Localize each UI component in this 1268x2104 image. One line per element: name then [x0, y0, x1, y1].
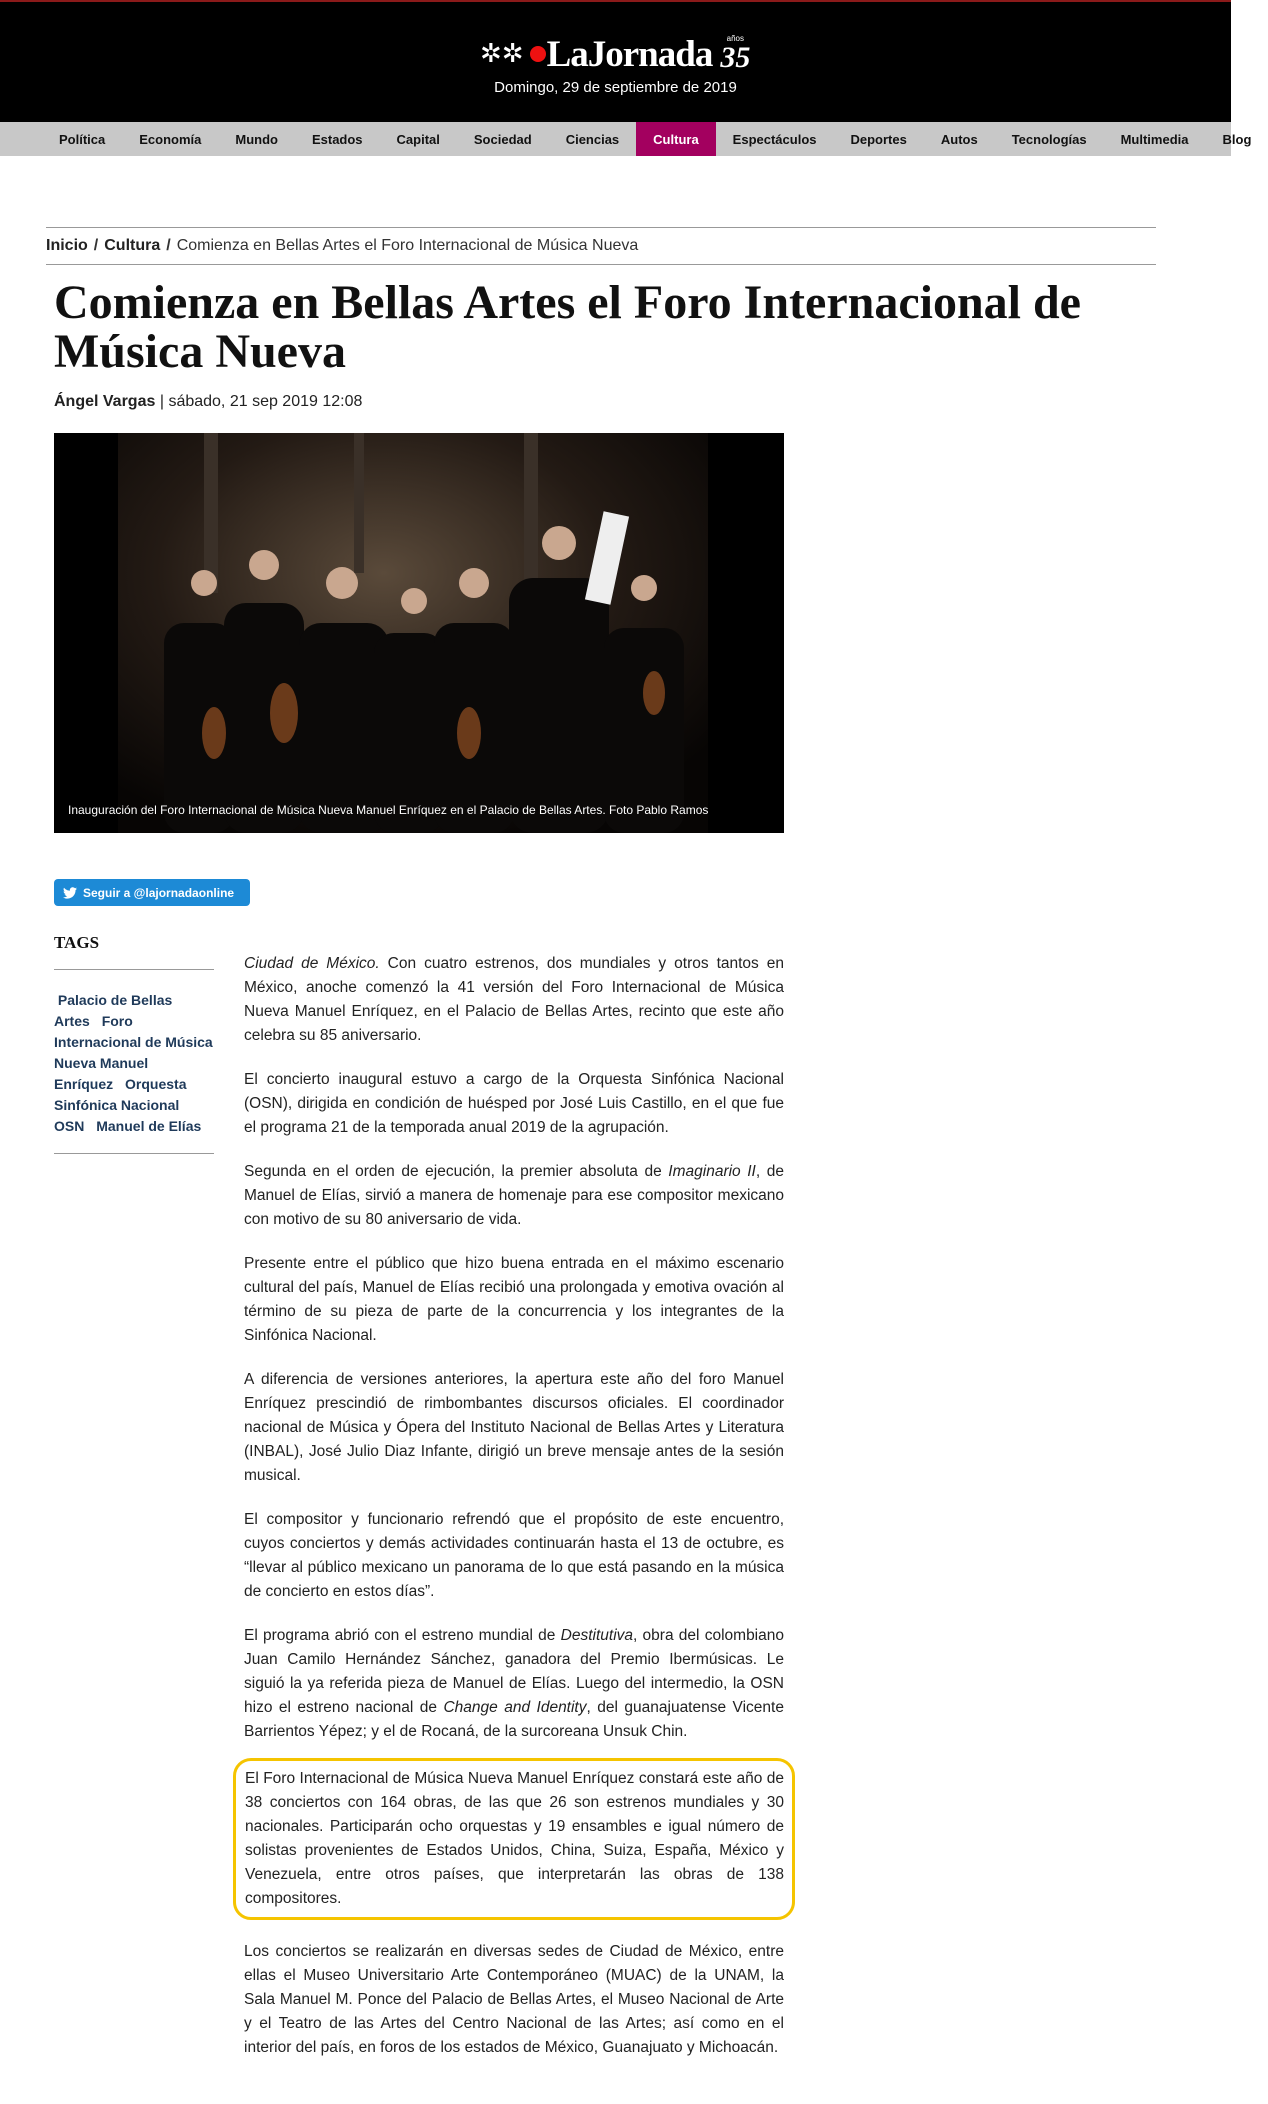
- tag-link[interactable]: Palacio de Bellas Artes: [54, 992, 173, 1029]
- nav-item-mundo[interactable]: Mundo: [235, 131, 278, 147]
- breadcrumb-home[interactable]: Inicio: [46, 237, 88, 254]
- main-nav: [0, 122, 1252, 156]
- article-paragraph: Segunda en el orden de ejecución, la premier absoluta de Imaginario II, de Manuel de Elías, sirvió a manera de homenaje para ese compositor mexicano con motivo de su 80 aniversario de vida.: [244, 1163, 784, 1228]
- twitter-follow-button[interactable]: [54, 879, 250, 906]
- site-logo[interactable]: [480, 32, 750, 76]
- twitter-follow-label: Seguir a @lajornadaonline: [83, 885, 235, 900]
- tag-link[interactable]: Orquesta Sinfónica Nacional: [54, 1076, 187, 1113]
- nav-item-estados[interactable]: Estados: [311, 131, 363, 147]
- article-paragraph: Presente entre el público que hizo buena entrada en el máximo escenario cultural del país, Manuel de Elías recibió una prolongada y emotiva ovación al término de su pieza de parte de la concurrencia y los integrantes de la Sinfónica Nacional.: [244, 1255, 784, 1344]
- tags-list: [54, 970, 214, 1154]
- article-photo: [54, 433, 784, 833]
- nav-item-politica[interactable]: Política: [59, 131, 106, 147]
- site-header: [0, 0, 1231, 122]
- anniversary-number: 35: [720, 41, 751, 74]
- nav-item-capital[interactable]: Capital: [396, 131, 440, 147]
- nav-item-cultura[interactable]: Cultura: [636, 122, 716, 156]
- dateline: Ciudad de México.: [244, 955, 380, 972]
- nav-item-deportes[interactable]: Deportes: [850, 131, 907, 147]
- nav-item-autos[interactable]: Autos: [940, 131, 978, 147]
- article-title: Comienza en Bellas Artes el Foro Internacional de Música Nueva: [54, 276, 1081, 378]
- breadcrumb-section[interactable]: Cultura: [104, 237, 161, 254]
- anniversary-small-text: años: [726, 34, 745, 43]
- nav-item-espectaculos[interactable]: Espectáculos: [732, 131, 817, 147]
- tags-heading: TAGS: [54, 933, 214, 970]
- breadcrumb-separator: /: [93, 237, 99, 254]
- article-paragraph: El concierto inaugural estuvo a cargo de la Orquesta Sinfónica Nacional (OSN), dirigida en condición de huésped por José Luis Castillo, en el que fue el programa 21 de la temporada anual 2019 de la agrupación.: [244, 1071, 784, 1136]
- nav-item-ciencias[interactable]: Ciencias: [565, 131, 620, 147]
- article-paragraph: El programa abrió con el estreno mundial de Destitutiva, obra del colombiano Juan Camilo Hernández Sánchez, ganadora del Premio Ibermúsicas. Le siguió la ya referida pieza de Manuel de Elías. Luego del intermedio, la OSN hizo el estreno nacional de Change and Identity, del guanajuatense Vicente Barrientos Yépez; y el de Rocaná, de la surcoreana Unsuk Chin.: [244, 1627, 784, 1740]
- nav-item-blog[interactable]: Blog: [1222, 131, 1252, 147]
- logo-figures-icon: ✲✲: [480, 39, 524, 69]
- nav-item-tecnologias[interactable]: Tecnologías: [1011, 131, 1087, 147]
- tag-link[interactable]: OSN: [54, 1118, 85, 1134]
- article-paragraph: El compositor y funcionario refrendó que el propósito de este encuentro, cuyos conciertos y demás actividades continuarán hasta el 13 de octubre, es “llevar al público mexicano un panorama de lo que está pasando en la música de concierto en estos días”.: [244, 1511, 784, 1600]
- article-paragraph: Ciudad de México. Con cuatro estrenos, dos mundiales y otros tantos en México, anoche comenzó la 41 versión del Foro Internacional de Música Nueva Manuel Enríquez, en el Palacio de Bellas Artes, recinto que este año celebra su 85 aniversario.: [244, 955, 785, 1044]
- article-author[interactable]: Ángel Vargas: [54, 393, 156, 410]
- article-paragraph: A diferencia de versiones anteriores, la apertura este año del foro Manuel Enríquez prescindió de rimbombantes discursos oficiales. El coordinador nacional de Música y Ópera del Instituto Nacional de Bellas Artes y Literatura (INBAL), José Julio Diaz Infante, dirigió un breve mensaje antes de la sesión musical.: [244, 1371, 784, 1484]
- anniversary-badge: [720, 35, 750, 73]
- logo-text: LaJornada: [546, 33, 713, 75]
- article-paragraph: Los conciertos se realizarán en diversas sedes de Ciudad de México, entre ellas el Museo Universitario Arte Contemporáneo (MUAC) de la UNAM, la Sala Manuel M. Ponce del Palacio de Bellas Artes, el Museo Nacional de Arte y el Teatro de las Artes del Centro Nacional de las Artes; así como en el interior del país, en foros de los estados de México, Guanajuato y Michoacán.: [244, 1943, 784, 2056]
- article-date: sábado, 21 sep 2019 12:08: [168, 393, 363, 410]
- logo-dot-icon: [530, 46, 546, 62]
- highlighted-paragraph: El Foro Internacional de Música Nueva Manuel Enríquez constará este año de 38 conciertos con 164 obras, de las que 26 son estrenos mundiales y 30 nacionales. Participarán ocho orquestas y 19 ensambles e igual número de solistas provenientes de Estados Unidos, China, Suiza, España, México y Venezuela, entre otros países, que interpretarán las obras de 138 compositores.: [233, 1758, 795, 1920]
- nav-item-economia[interactable]: Economía: [139, 131, 202, 147]
- orchestra-photo-image: [54, 433, 784, 833]
- tag-link[interactable]: Manuel de Elías: [96, 1118, 202, 1134]
- byline-separator: |: [159, 393, 164, 410]
- breadcrumb-separator: /: [166, 237, 171, 254]
- article-body: [244, 952, 784, 2080]
- nav-item-multimedia[interactable]: Multimedia: [1120, 131, 1189, 147]
- article-byline: [54, 393, 362, 411]
- nav-item-sociedad[interactable]: Sociedad: [473, 131, 532, 147]
- photo-caption: Inauguración del Foro Internacional de Música Nueva Manuel Enríquez en el Palacio de Bellas Artes. Foto Pablo Ramos: [68, 803, 709, 817]
- header-date: Domingo, 29 de septiembre de 2019: [494, 79, 737, 96]
- breadcrumb: [46, 227, 1156, 265]
- tag-link[interactable]: Foro Internacional de Música Nueva Manuel Enríquez: [54, 1013, 213, 1092]
- tags-panel: [54, 933, 214, 1154]
- breadcrumb-current: Comienza en Bellas Artes el Foro Internacional de Música Nueva: [176, 237, 639, 254]
- twitter-bird-icon: [63, 887, 77, 899]
